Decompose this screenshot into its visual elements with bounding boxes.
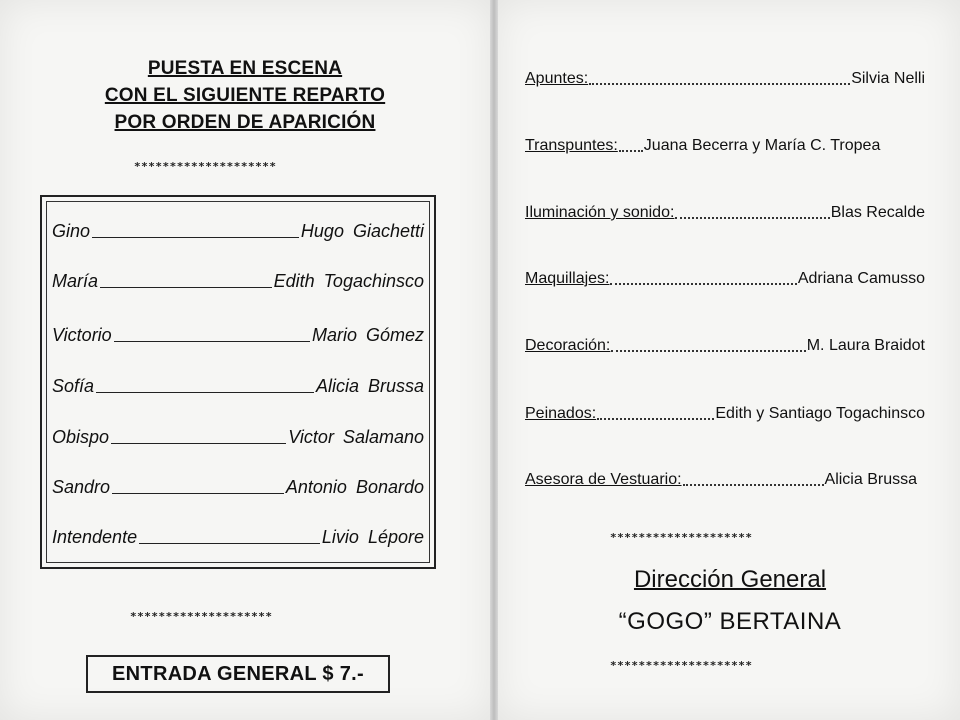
credit-label: Apuntes: (525, 70, 589, 87)
director-name: “GOGO” BERTAINA (618, 608, 842, 635)
credit-label: Transpuntes: (525, 137, 618, 154)
cast-row (52, 420, 424, 448)
credit-label: Decoración: (525, 337, 611, 354)
credit-name: Silvia Nelli (851, 70, 925, 87)
direction-label: Dirección General (633, 566, 827, 593)
credit-name: Blas Recalde (830, 204, 925, 221)
cast-actor: Hugo Giachetti (300, 221, 424, 241)
ticket-price-box: ENTRADA GENERAL $ 7.- (86, 655, 390, 693)
cast-actor: Antonio Bonardo (285, 477, 424, 497)
cast-line (111, 442, 286, 444)
cast-row (52, 264, 424, 292)
cast-role: Obispo (52, 427, 110, 447)
cast-actor: Livio Lépore (321, 527, 424, 547)
cast-role: María (52, 271, 99, 291)
cast-line (112, 492, 284, 494)
cast-row (52, 369, 424, 397)
cast-line (100, 286, 272, 288)
credit-name: Edith y Santiago Togachinsco (715, 405, 925, 422)
credit-label: Peinados: (525, 405, 597, 422)
credit-label: Iluminación y sonido: (525, 204, 675, 221)
cast-line (96, 391, 314, 393)
cast-actor: Alicia Brussa (315, 376, 424, 396)
heading-line-2: CON EL SIGUIENTE REPARTO (104, 85, 386, 106)
cast-line (92, 236, 299, 238)
credit-dots (683, 483, 824, 486)
credit-row (525, 196, 925, 222)
separator-top-left: ******************** (134, 160, 277, 173)
credit-label: Asesora de Vestuario: (525, 471, 682, 488)
heading-line-3: POR ORDEN DE APARICIÓN (114, 112, 376, 133)
cast-row (52, 520, 424, 548)
credit-dots (611, 349, 805, 352)
page-fold (490, 0, 498, 720)
cast-row (52, 470, 424, 498)
credit-name: Adriana Camusso (797, 270, 925, 287)
cast-role: Victorio (52, 325, 112, 345)
credit-dots (610, 282, 796, 285)
cast-actor: Edith Togachinsco (273, 271, 424, 291)
credit-name: Juana Becerra y María C. Tropea (643, 137, 881, 154)
credit-label: Maquillajes: (525, 270, 610, 287)
credit-name: Alicia Brussa (824, 471, 917, 488)
credit-dots (675, 216, 829, 219)
cast-role: Gino (52, 221, 91, 241)
separator-bottom-right: ******************** (610, 659, 753, 672)
credit-row (525, 262, 925, 288)
heading-line-1: PUESTA EN ESCENA (147, 58, 343, 79)
cast-actor: Victor Salamano (288, 427, 424, 447)
cast-actor: Mario Gómez (311, 325, 424, 345)
credit-name: M. Laura Braidot (806, 337, 925, 354)
cast-line (139, 542, 320, 544)
separator-bottom-left: ******************** (130, 610, 273, 623)
cast-row (52, 214, 424, 242)
credit-dots (619, 149, 643, 152)
credit-row (525, 397, 925, 423)
separator-top-right: ******************** (610, 531, 753, 544)
cast-role: Sandro (52, 477, 111, 497)
credit-row (525, 463, 917, 489)
cast-line (114, 340, 310, 342)
cast-role: Sofía (52, 376, 95, 396)
cast-row (52, 318, 424, 346)
credit-dots (589, 82, 850, 85)
credit-dots (597, 417, 714, 420)
credit-row (525, 329, 925, 355)
credit-row (525, 62, 925, 88)
cast-role: Intendente (52, 527, 138, 547)
credit-row (525, 129, 925, 155)
